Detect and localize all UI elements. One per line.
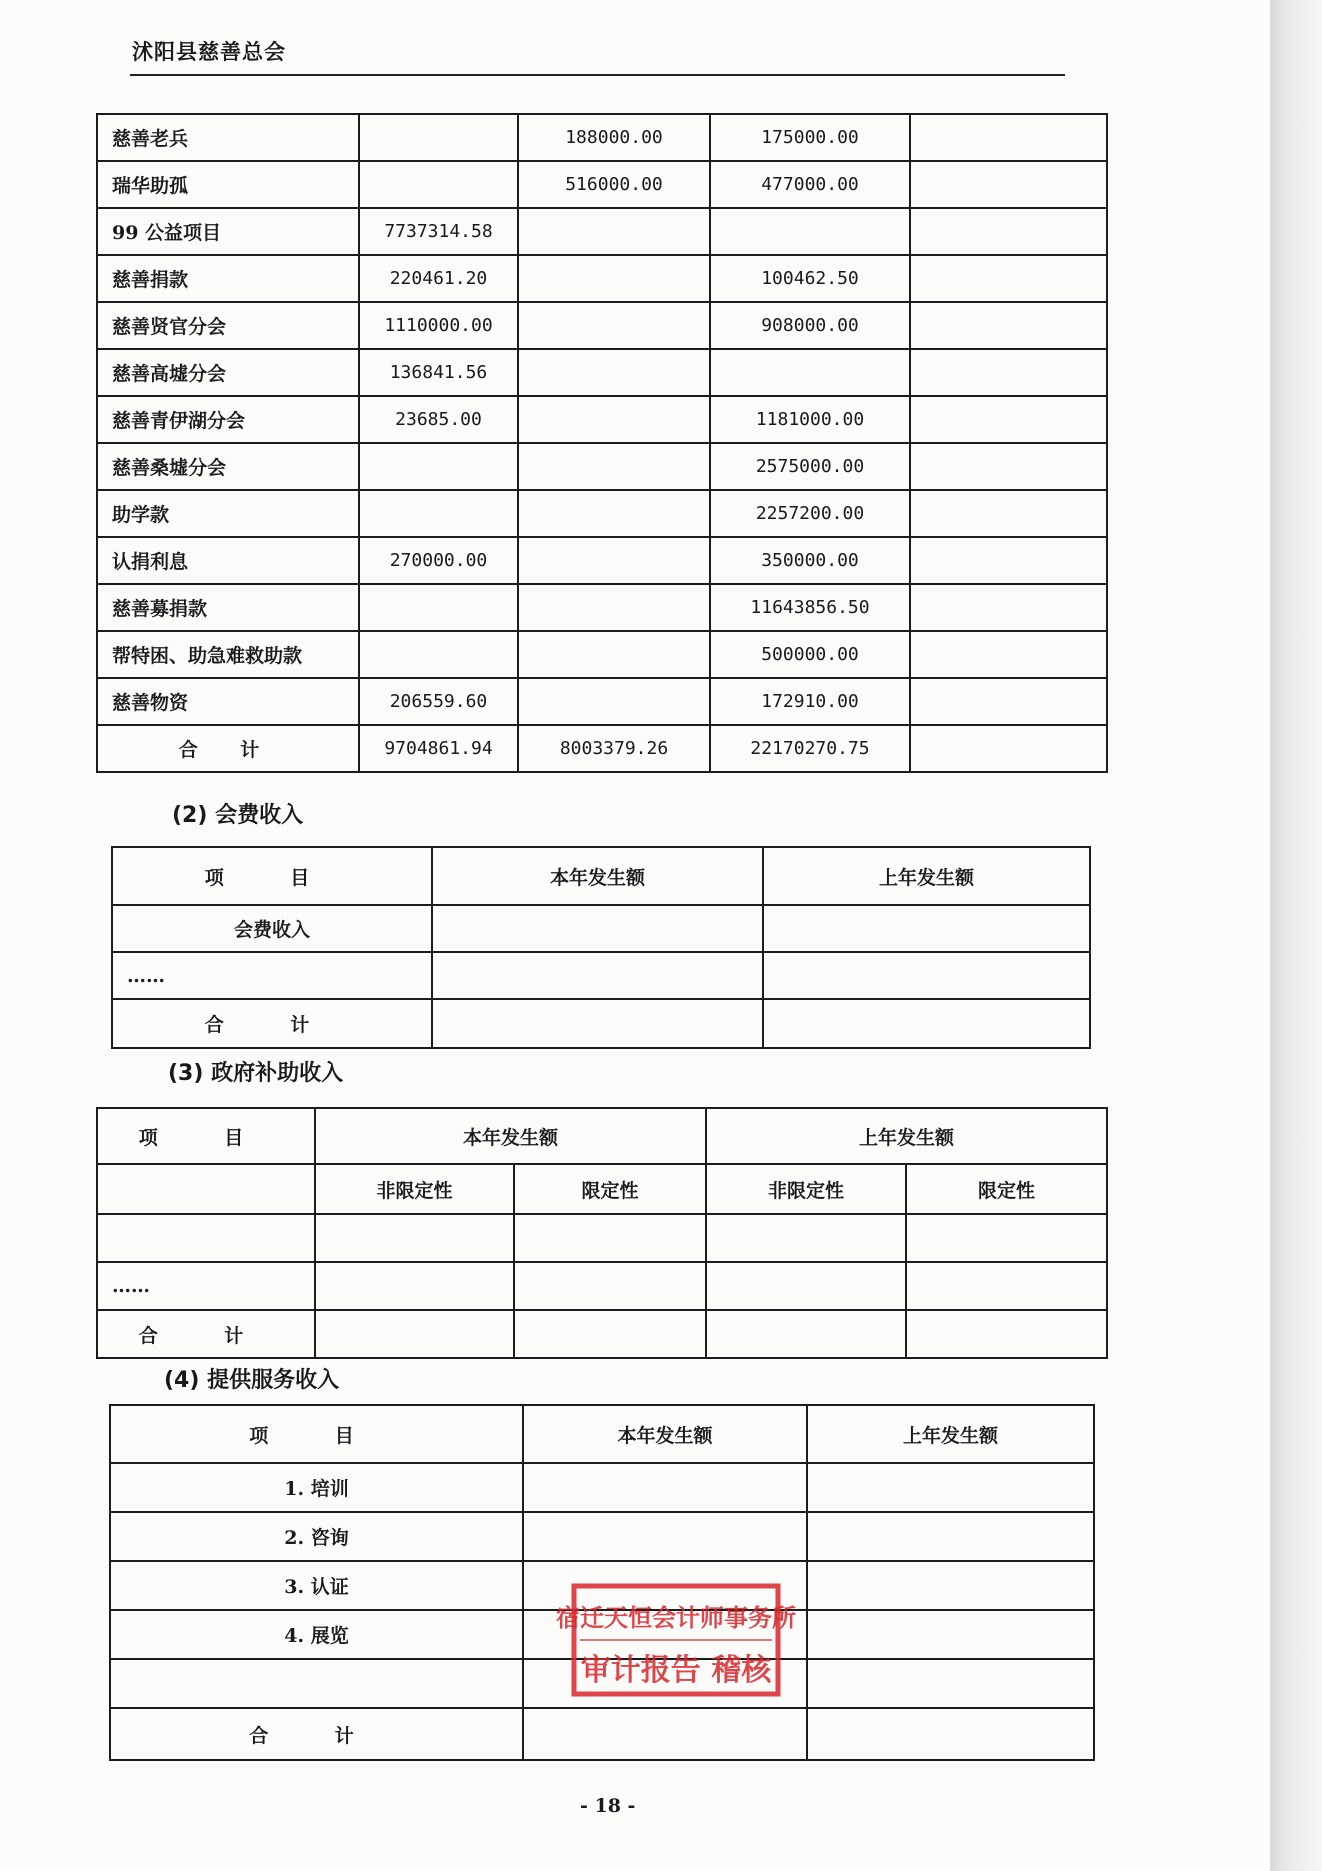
row-consulting: 2. 咨询 [110, 1512, 523, 1561]
header-prior-year: 上年发生额 [706, 1108, 1107, 1164]
cell-empty [706, 1214, 906, 1262]
row-item-label: 慈善青伊湖分会 [97, 396, 359, 443]
amount-cell [910, 349, 1107, 396]
table-row [97, 678, 1107, 725]
header-unrestricted-current: 非限定性 [315, 1164, 514, 1214]
amount-cell [518, 255, 710, 302]
section-title-membership: (2) 会费收入 [172, 803, 304, 828]
table-row [97, 302, 1107, 349]
cell-empty [97, 1164, 315, 1214]
row-item-label: 慈善捐款 [97, 255, 359, 302]
amount-cell [910, 302, 1107, 349]
table-row [97, 255, 1107, 302]
page-number: - 18 - [580, 1795, 636, 1817]
amount-cell [359, 490, 518, 537]
amount-cell: 188000.00 [518, 114, 710, 161]
table-row [97, 114, 1107, 161]
amount-cell [359, 631, 518, 678]
amount-cell: 206559.60 [359, 678, 518, 725]
row-total: 合 计 [110, 1708, 523, 1760]
amount-cell [518, 631, 710, 678]
donation-table-body [97, 114, 1107, 772]
page-edge-shadow [1270, 0, 1322, 1871]
row-item-label: 慈善老兵 [97, 114, 359, 161]
amount-cell: 500000.00 [710, 631, 910, 678]
header-item: 项 目 [112, 847, 432, 905]
cell-empty [315, 1310, 514, 1358]
membership-income-table [111, 846, 1091, 1049]
amount-cell [910, 114, 1107, 161]
cell-empty [807, 1610, 1094, 1659]
cell-empty [706, 1310, 906, 1358]
donation-income-table [96, 113, 1108, 773]
row-ellipsis: …… [97, 1262, 315, 1310]
header-unrestricted-prior: 非限定性 [706, 1164, 906, 1214]
cell-empty [514, 1310, 706, 1358]
table-row [97, 537, 1107, 584]
cell-empty [706, 1262, 906, 1310]
amount-cell: 1110000.00 [359, 302, 518, 349]
amount-cell: 477000.00 [710, 161, 910, 208]
cell-empty [763, 952, 1090, 999]
amount-cell: 8003379.26 [518, 725, 710, 772]
cell-empty [523, 1708, 807, 1760]
row-certification: 3. 认证 [110, 1561, 523, 1610]
cell-empty [97, 1214, 315, 1262]
row-item-label: 99 公益项目 [97, 208, 359, 255]
cell-empty [432, 999, 763, 1048]
row-exhibition: 4. 展览 [110, 1610, 523, 1659]
audit-stamp [556, 1582, 796, 1698]
table-row [97, 396, 1107, 443]
cell-empty [514, 1214, 706, 1262]
cell-empty [807, 1659, 1094, 1708]
amount-cell: 23685.00 [359, 396, 518, 443]
amount-cell: 136841.56 [359, 349, 518, 396]
table-row [97, 443, 1107, 490]
amount-cell: 100462.50 [710, 255, 910, 302]
cell-empty [807, 1708, 1094, 1760]
amount-cell [518, 208, 710, 255]
amount-cell [518, 490, 710, 537]
section-title-subsidy: (3) 政府补助收入 [168, 1061, 344, 1086]
row-item-label: 认捐利息 [97, 537, 359, 584]
amount-cell: 7737314.58 [359, 208, 518, 255]
amount-cell: 1181000.00 [710, 396, 910, 443]
amount-cell [710, 208, 910, 255]
cell-empty [763, 905, 1090, 952]
table-row [97, 208, 1107, 255]
header-item: 项 目 [97, 1108, 315, 1164]
table-row [97, 490, 1107, 537]
header-item: 项 目 [110, 1405, 523, 1463]
row-training: 1. 培训 [110, 1463, 523, 1512]
amount-cell: 11643856.50 [710, 584, 910, 631]
row-item-label: 慈善物资 [97, 678, 359, 725]
cell-empty [906, 1214, 1107, 1262]
header-restricted-current: 限定性 [514, 1164, 706, 1214]
cell-empty [514, 1262, 706, 1310]
cell-empty [906, 1310, 1107, 1358]
table-row [97, 161, 1107, 208]
amount-cell: 175000.00 [710, 114, 910, 161]
row-item-label: 助学款 [97, 490, 359, 537]
amount-cell: 350000.00 [710, 537, 910, 584]
amount-cell [910, 443, 1107, 490]
cell-empty [523, 1463, 807, 1512]
amount-cell [359, 443, 518, 490]
section-title-service: (4) 提供服务收入 [164, 1368, 340, 1393]
amount-cell [910, 161, 1107, 208]
amount-cell [910, 584, 1107, 631]
amount-cell [518, 396, 710, 443]
cell-empty [807, 1463, 1094, 1512]
amount-cell: 220461.20 [359, 255, 518, 302]
amount-cell: 908000.00 [710, 302, 910, 349]
row-item-label: 慈善贤官分会 [97, 302, 359, 349]
row-membership-income: 会费收入 [112, 905, 432, 952]
cell-empty [432, 905, 763, 952]
table-row [97, 584, 1107, 631]
header-current-year: 本年发生额 [432, 847, 763, 905]
cell-empty [763, 999, 1090, 1048]
row-total: 合 计 [97, 1310, 315, 1358]
header-prior-year: 上年发生额 [807, 1405, 1094, 1463]
row-item-label: 瑞华助孤 [97, 161, 359, 208]
amount-cell [910, 631, 1107, 678]
amount-cell [518, 537, 710, 584]
amount-cell: 2575000.00 [710, 443, 910, 490]
amount-cell [910, 725, 1107, 772]
table-row-total [97, 725, 1107, 772]
row-total: 合 计 [112, 999, 432, 1048]
amount-cell: 9704861.94 [359, 725, 518, 772]
cell-empty [315, 1214, 514, 1262]
amount-cell [359, 161, 518, 208]
amount-cell [359, 114, 518, 161]
government-subsidy-table [96, 1107, 1108, 1359]
row-item-label: 合 计 [97, 725, 359, 772]
svg-text:宿迁天恒会计师事务所: 宿迁天恒会计师事务所 [556, 1604, 796, 1632]
amount-cell: 2257200.00 [710, 490, 910, 537]
amount-cell [910, 396, 1107, 443]
row-ellipsis: …… [112, 952, 432, 999]
cell-empty [906, 1262, 1107, 1310]
header-restricted-prior: 限定性 [906, 1164, 1107, 1214]
row-item-label: 慈善桑墟分会 [97, 443, 359, 490]
row-item-label: 慈善高墟分会 [97, 349, 359, 396]
cell-empty [432, 952, 763, 999]
row-item-label: 慈善募捐款 [97, 584, 359, 631]
header-prior-year: 上年发生额 [763, 847, 1090, 905]
amount-cell [518, 443, 710, 490]
header-current-year: 本年发生额 [523, 1405, 807, 1463]
amount-cell [910, 678, 1107, 725]
amount-cell: 270000.00 [359, 537, 518, 584]
amount-cell [910, 537, 1107, 584]
table-row [97, 349, 1107, 396]
cell-empty [523, 1512, 807, 1561]
amount-cell [359, 584, 518, 631]
cell-empty [315, 1262, 514, 1310]
amount-cell [518, 584, 710, 631]
svg-text:审计报告 稽核: 审计报告 稽核 [580, 1653, 772, 1688]
amount-cell [910, 208, 1107, 255]
amount-cell: 22170270.75 [710, 725, 910, 772]
row-item-label: 帮特困、助急难救助款 [97, 631, 359, 678]
amount-cell [518, 302, 710, 349]
header-title: 沭阳县慈善总会 [132, 39, 286, 64]
cell-empty [807, 1561, 1094, 1610]
amount-cell [910, 490, 1107, 537]
amount-cell [710, 349, 910, 396]
amount-cell [910, 255, 1107, 302]
amount-cell [518, 678, 710, 725]
header-rule [130, 74, 1065, 76]
amount-cell: 516000.00 [518, 161, 710, 208]
amount-cell [518, 349, 710, 396]
cell-empty [110, 1659, 523, 1708]
header-current-year: 本年发生额 [315, 1108, 706, 1164]
table-row [97, 631, 1107, 678]
amount-cell: 172910.00 [710, 678, 910, 725]
cell-empty [807, 1512, 1094, 1561]
